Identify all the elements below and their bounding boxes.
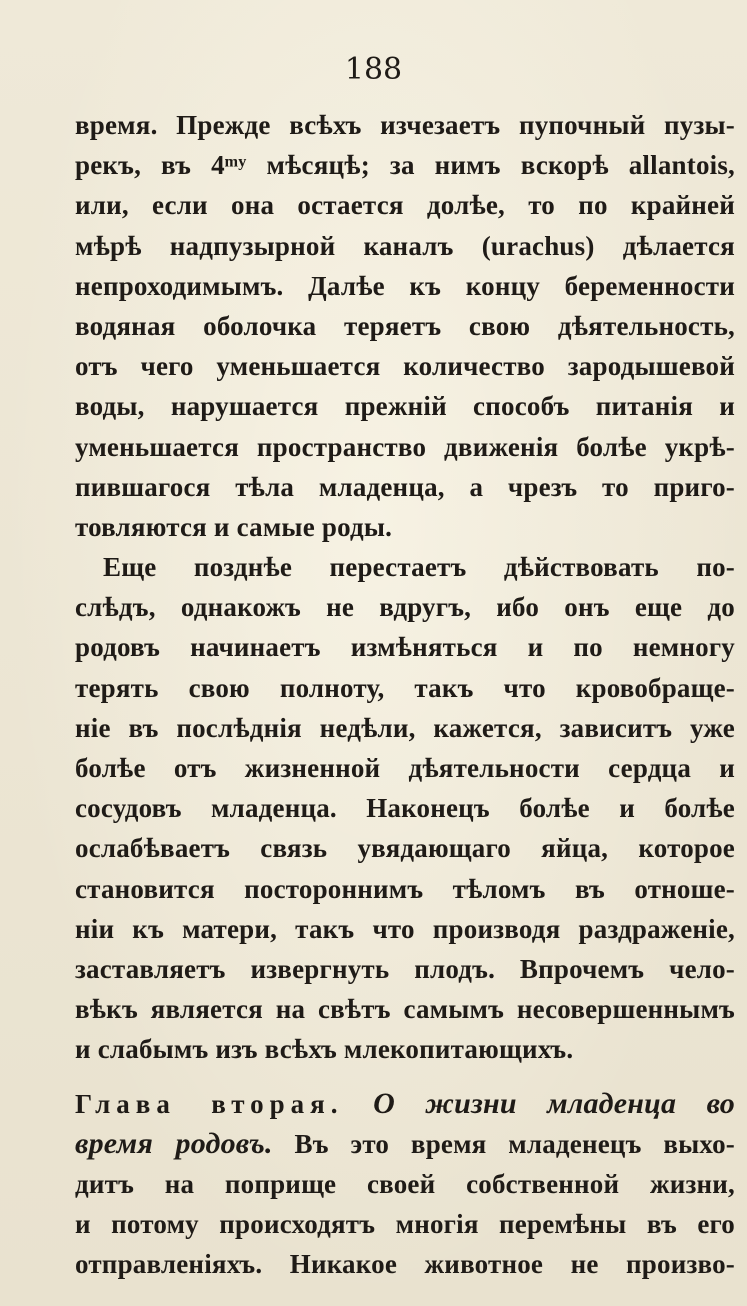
chapter-label: Глава вторая. bbox=[75, 1088, 344, 1119]
text-line: отъ чего уменьшается количество зародышевой bbox=[75, 351, 735, 382]
text-line bbox=[75, 1124, 735, 1164]
text-line: отправленіяхъ. Никакое животное не произво- bbox=[75, 1249, 735, 1280]
text-line: и потому происходятъ многія перемѣны въ его bbox=[75, 1209, 735, 1240]
text-line: сосудовъ младенца. Наконецъ болѣе и болѣе bbox=[75, 793, 735, 824]
text-line: терять свою полноту, такъ что кровобраще- bbox=[75, 672, 735, 703]
chapter-title-part-2: время родовъ. bbox=[75, 1126, 273, 1160]
text-line: непроходимымъ. Далѣе къ концу беременности bbox=[75, 270, 735, 301]
text-line: ослабѣваетъ связь увядающаго яйца, которое bbox=[75, 833, 735, 864]
paragraph-2 bbox=[75, 547, 735, 1069]
text-line: ніе въ послѣднія недѣли, кажется, зависитъ уже bbox=[75, 712, 735, 743]
chapter-title-part-1: О жизни младенца во bbox=[373, 1086, 735, 1120]
text-line: водяная оболочка теряетъ свою дѣятельность, bbox=[75, 310, 735, 341]
text-line: рекъ, въ 4ᵐʸ мѣсяцѣ; за нимъ вскорѣ allantois, bbox=[75, 150, 735, 181]
page-text bbox=[75, 105, 735, 1284]
text-line: Еще позднѣе перестаетъ дѣйствовать по- bbox=[103, 552, 735, 583]
page-number: 188 bbox=[344, 52, 403, 87]
paragraph-1 bbox=[75, 105, 735, 547]
chapter-section bbox=[75, 1084, 735, 1285]
text-line: воды, нарушается прежній способъ питанія и bbox=[75, 391, 735, 422]
text-line: родовъ начинаетъ измѣняться и по немногу bbox=[75, 632, 735, 663]
paragraph-3-first-line: Въ это время младенецъ выхо- bbox=[294, 1128, 735, 1159]
text-line: дитъ на поприще своей собственной жизни, bbox=[75, 1168, 735, 1199]
text-line: время. Прежде всѣхъ изчезаетъ пупочный пузы- bbox=[75, 110, 735, 140]
section-gap bbox=[75, 1070, 735, 1084]
text-line: мѣрѣ надпузырной каналъ (urachus) дѣлается bbox=[75, 230, 735, 261]
text-line: или, если она остается долѣе, то по крайней bbox=[75, 190, 735, 221]
text-line: ніи къ матери, такъ что производя раздраженіе, bbox=[75, 913, 735, 944]
text-line: слѣдъ, однакожъ не вдругъ, ибо онъ еще до bbox=[75, 592, 735, 623]
text-line: становится постороннимъ тѣломъ въ отноше- bbox=[75, 873, 735, 904]
text-line: пившагося тѣла младенца, а чрезъ то приго- bbox=[75, 471, 735, 502]
text-line: заставляетъ извергнуть плодъ. Впрочемъ чело- bbox=[75, 953, 735, 984]
text-line: вѣкъ является на свѣтъ самымъ несовершеннымъ bbox=[75, 994, 735, 1025]
text-line: уменьшается пространство движенія болѣе укрѣ- bbox=[75, 431, 735, 462]
text-line: болѣе отъ жизненной дѣятельности сердца и bbox=[75, 753, 735, 783]
text-line: товляются и самые роды. bbox=[75, 511, 393, 542]
chapter-heading-line bbox=[75, 1084, 735, 1124]
text-line: и слабымъ изъ всѣхъ млекопитающихъ. bbox=[75, 1034, 574, 1065]
